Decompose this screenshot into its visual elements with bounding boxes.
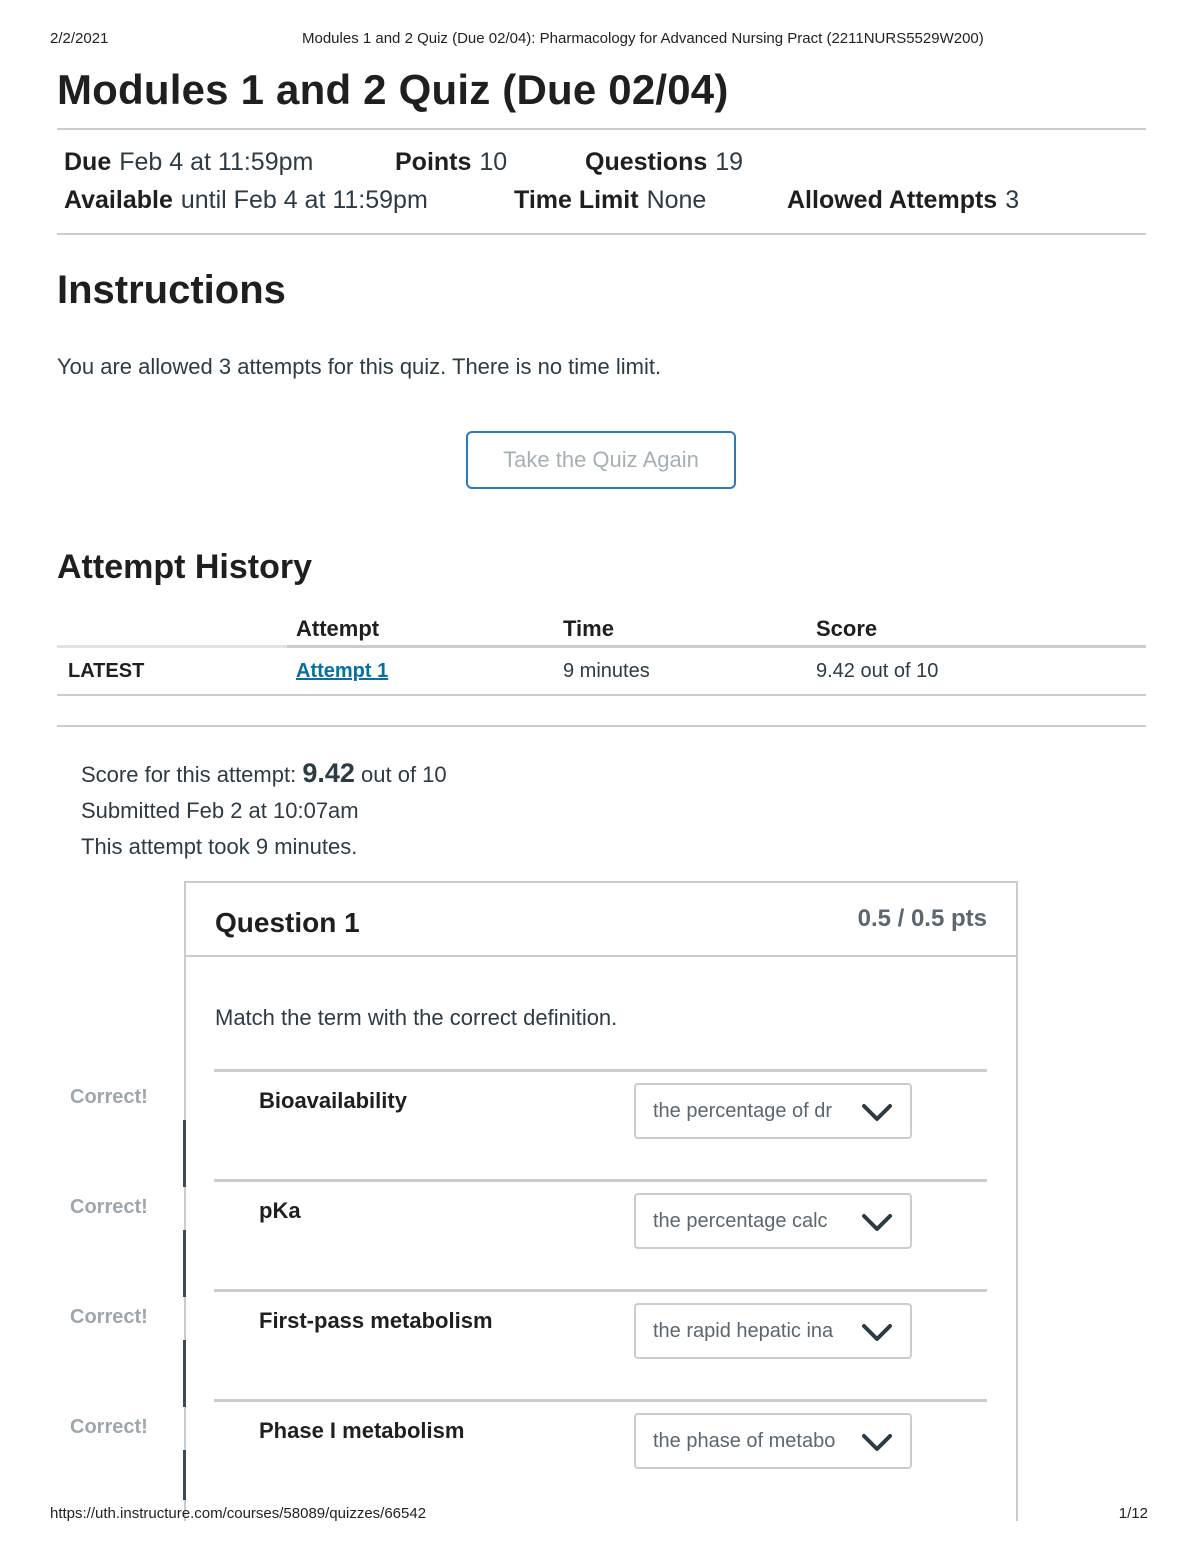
question-prompt: Match the term with the correct definition. (215, 1005, 618, 1030)
print-footer (50, 1505, 1148, 1525)
match-answer-select[interactable] (634, 1413, 912, 1469)
chevron-down-icon (860, 1431, 894, 1453)
print-date: 2/2/2021 (50, 30, 109, 47)
page-title: Modules 1 and 2 Quiz (Due 02/04) (57, 66, 729, 113)
column-header-score: Score (816, 616, 878, 641)
match-term: First-pass metabolism (259, 1308, 493, 1333)
match-separator (214, 1179, 987, 1182)
correct-answer-label: Correct! (70, 1086, 148, 1108)
meta-points: Points 10 (395, 148, 508, 176)
answer-marker (183, 1450, 186, 1500)
match-term: Bioavailability (259, 1088, 407, 1113)
match-answer-select[interactable] (634, 1193, 912, 1249)
attempt-score: 9.42 out of 10 (816, 660, 939, 682)
match-term: Phase I metabolism (259, 1418, 465, 1443)
selected-answer: the rapid hepatic ina (653, 1320, 834, 1342)
attempt-1-link[interactable]: Attempt 1 (296, 660, 389, 682)
correct-answer-label: Correct! (70, 1416, 148, 1438)
score-for-attempt: Score for this attempt: 9.42 out of 10 (81, 758, 447, 788)
meta-questions: Questions 19 (585, 148, 744, 176)
attempt-time: 9 minutes (563, 660, 650, 682)
selected-answer: the percentage calc (653, 1210, 828, 1232)
divider (57, 233, 1146, 235)
print-url: https://uth.instructure.com/courses/58089/quizzes/66542 (50, 1505, 427, 1522)
chevron-down-icon (860, 1321, 894, 1343)
instructions-text: You are allowed 3 attempts for this quiz. There is no time limit. (57, 354, 662, 379)
take-quiz-again-button[interactable]: Take the Quiz Again (466, 431, 736, 489)
meta-due: Due Feb 4 at 11:59pm (64, 148, 314, 176)
table-row-divider (57, 694, 1146, 696)
instructions-heading: Instructions (57, 268, 286, 312)
chevron-down-icon (860, 1101, 894, 1123)
chevron-down-icon (860, 1211, 894, 1233)
match-answer-select[interactable] (634, 1303, 912, 1359)
match-separator (214, 1399, 987, 1402)
match-term: pKa (259, 1198, 301, 1223)
column-header-time: Time (563, 616, 614, 641)
divider (57, 128, 1146, 130)
correct-answer-label: Correct! (70, 1196, 148, 1218)
divider (57, 725, 1146, 727)
attempt-history-heading: Attempt History (57, 548, 313, 586)
column-header-attempt: Attempt (296, 616, 380, 641)
match-separator (214, 1069, 987, 1072)
print-header (50, 30, 1148, 50)
table-header-rule (57, 645, 287, 648)
submitted-time: Submitted Feb 2 at 10:07am (81, 798, 359, 823)
score-value: 9.42 (302, 758, 355, 788)
meta-time-limit: Time Limit None (514, 186, 707, 214)
match-separator (214, 1289, 987, 1292)
answer-marker (183, 1230, 186, 1297)
table-header-rule (287, 645, 1146, 648)
print-document-title: Modules 1 and 2 Quiz (Due 02/04): Pharmacology for Advanced Nursing Pract (2211NURS5529W200) (302, 30, 984, 47)
answer-marker (183, 1340, 186, 1407)
answer-marker (183, 1120, 186, 1187)
selected-answer: the phase of metabo (653, 1430, 836, 1452)
match-answer-select[interactable] (634, 1083, 912, 1139)
question-header (186, 883, 1016, 957)
meta-available: Available until Feb 4 at 11:59pm (64, 186, 428, 214)
print-page-number: 1/12 (1118, 1505, 1148, 1522)
latest-label: LATEST (68, 660, 145, 682)
attempt-duration: This attempt took 9 minutes. (81, 834, 358, 859)
selected-answer: the percentage of dr (653, 1100, 833, 1122)
correct-answer-label: Correct! (70, 1306, 148, 1328)
question-title: Question 1 (215, 907, 360, 938)
meta-allowed-attempts: Allowed Attempts 3 (787, 186, 1020, 214)
question-points: 0.5 / 0.5 pts (857, 905, 987, 932)
